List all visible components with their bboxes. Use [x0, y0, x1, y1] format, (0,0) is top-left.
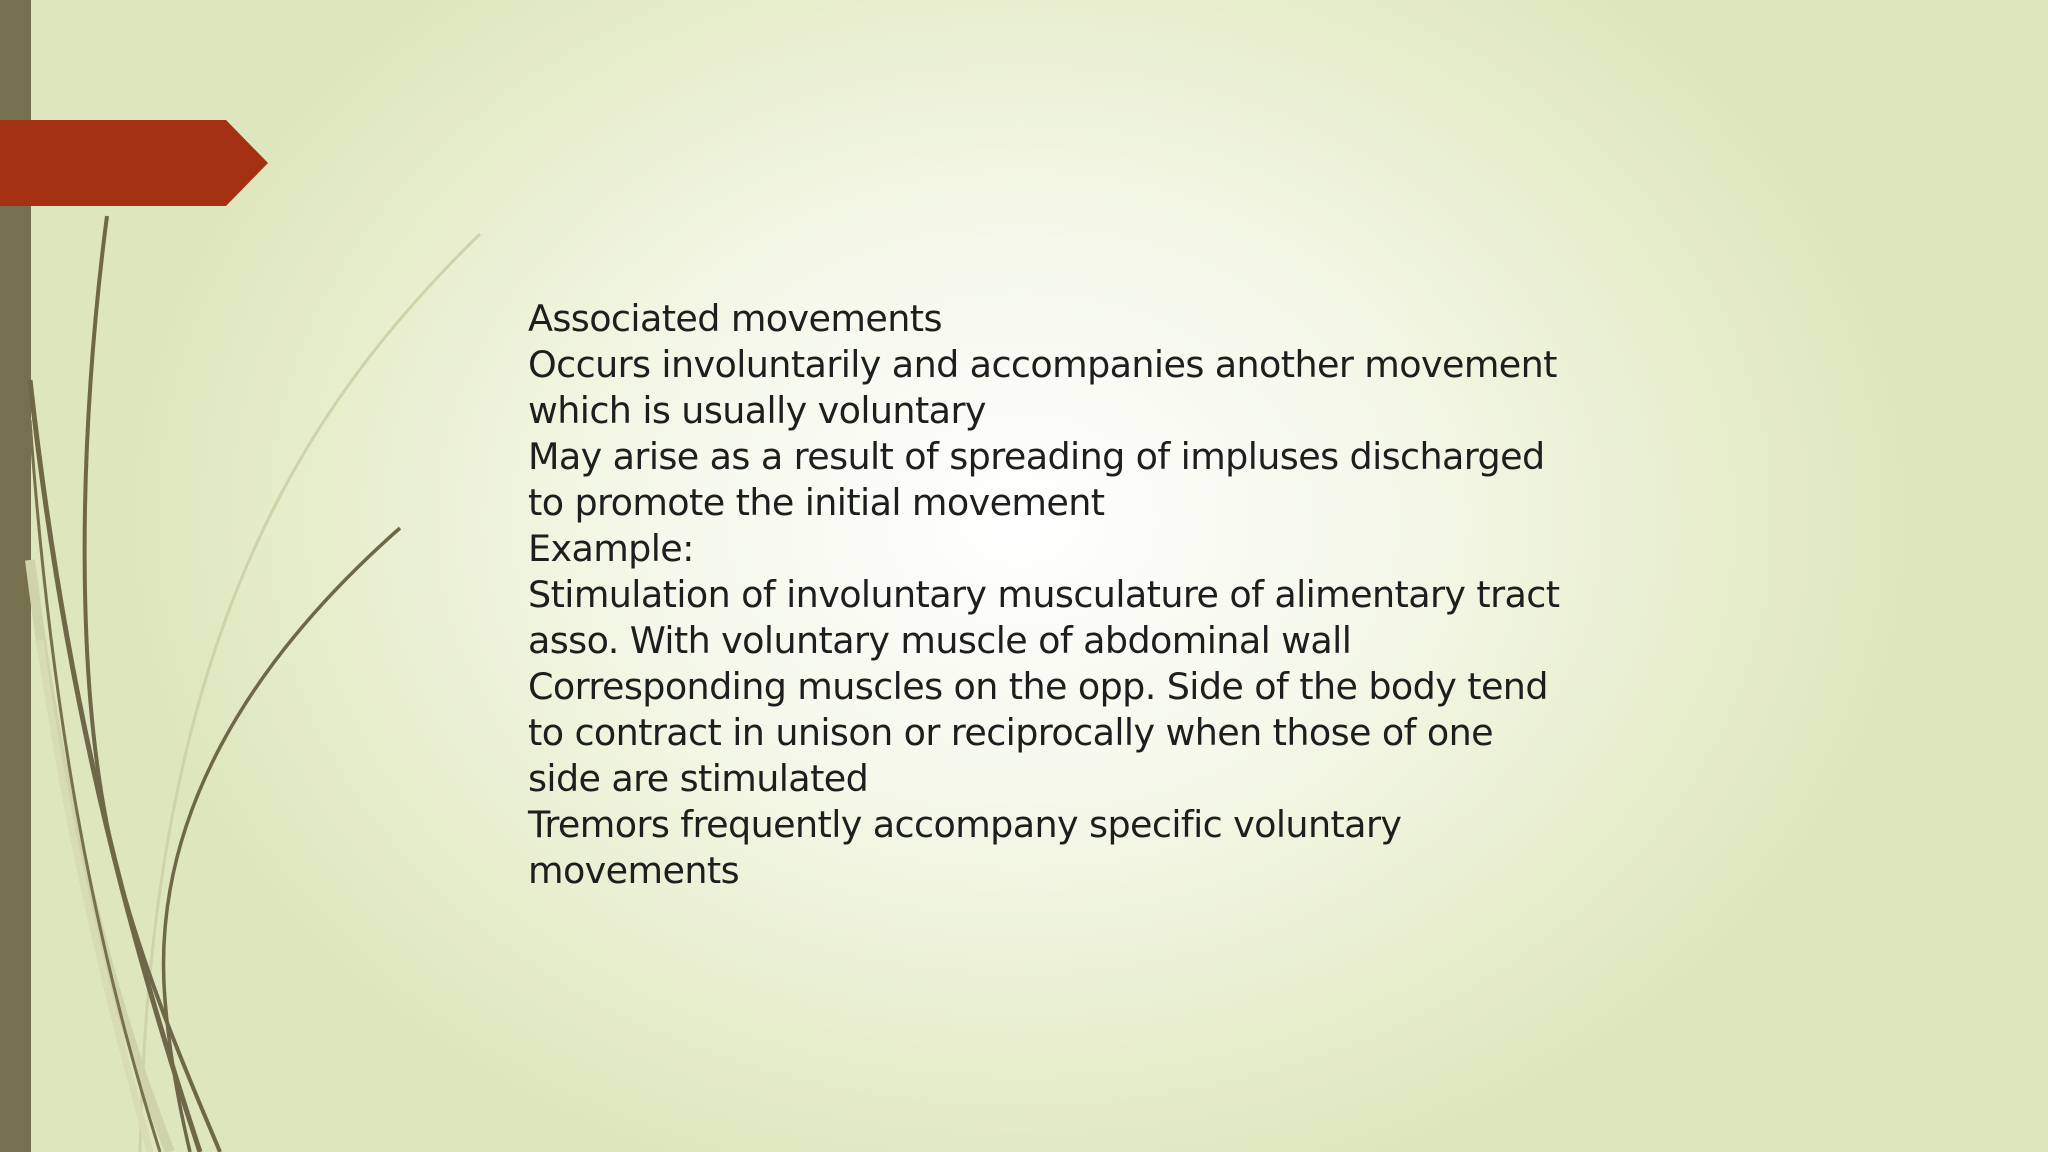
- text-line: movements: [528, 849, 740, 892]
- text-line: to promote the initial movement: [528, 481, 1105, 524]
- grass-blade-light-1: [140, 234, 480, 1152]
- text-line: to contract in unison or reciprocally when those of one: [528, 711, 1493, 754]
- grass-blade-dark-3: [30, 380, 200, 1152]
- grass-blade-dark-1: [85, 216, 220, 1152]
- slide-body-text: [528, 296, 1560, 894]
- grass-blade-dark-2: [164, 528, 400, 1152]
- arrow-tab-icon: [0, 120, 270, 206]
- text-line: Stimulation of involuntary musculature of alimentary tract: [528, 573, 1560, 616]
- text-line: asso. With voluntary muscle of abdominal wall: [528, 619, 1352, 662]
- text-line: Associated movements: [528, 297, 942, 340]
- text-line: Tremors frequently accompany specific voluntary: [528, 803, 1402, 846]
- text-line: May arise as a result of spreading of impluses discharged: [528, 435, 1545, 478]
- text-line: which is usually voluntary: [528, 389, 986, 432]
- text-line: Occurs involuntarily and accompanies another movement: [528, 343, 1557, 386]
- text-line: side are stimulated: [528, 757, 869, 800]
- text-line: Corresponding muscles on the opp. Side of the body tend: [528, 665, 1548, 708]
- text-line: Example:: [528, 527, 694, 570]
